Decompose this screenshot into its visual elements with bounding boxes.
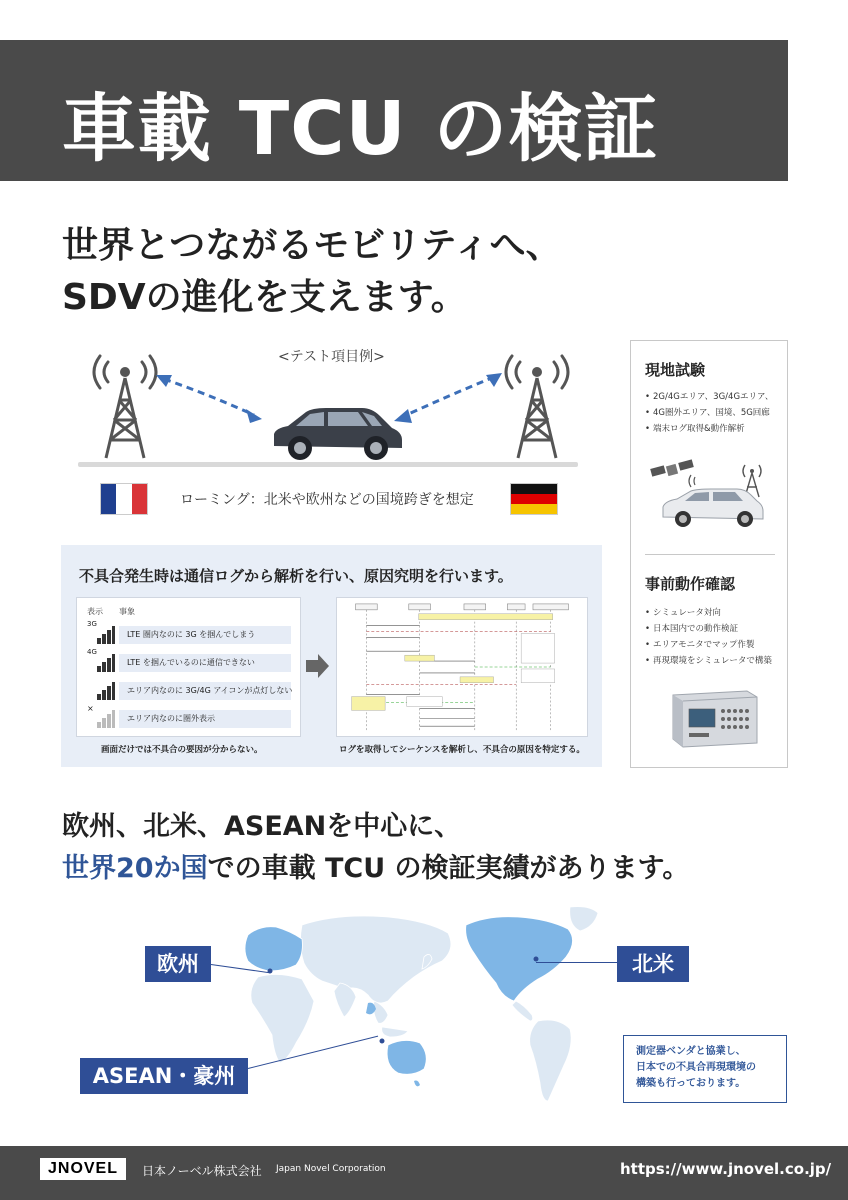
- achievement-highlight: 世界20か国: [62, 853, 208, 884]
- log-analysis-panel: [61, 545, 602, 767]
- achievement-rest: での車載 TCU の検証実績があります。: [207, 853, 690, 884]
- issue-row: [85, 704, 295, 728]
- pre-check-title: 事前動作確認: [645, 575, 736, 593]
- caption-right: ログを取得してシーケンスを解析し、不具合の原因を特定する。: [339, 745, 585, 755]
- issue-row: [85, 680, 295, 700]
- note-line1: 測定器ベンダと協業し、: [636, 1046, 746, 1057]
- issue-badge: 3G: [87, 620, 97, 628]
- achievement-headline: [62, 806, 689, 890]
- sequence-diagram-image: [336, 597, 588, 737]
- field-test-title: 現地試験: [645, 361, 706, 379]
- simulator-device-icon: [665, 687, 761, 749]
- headline-line1: 世界とつながるモビリティへ、: [62, 225, 562, 266]
- collaboration-note: [623, 1035, 787, 1103]
- caption-left: 画面だけでは不具合の要因が分からない。: [101, 745, 263, 755]
- issue-badge: ×: [87, 704, 94, 713]
- issue-text: エリア内なのに圏外表示: [119, 710, 291, 728]
- signal-bars-icon: [89, 680, 115, 700]
- field-test-item: • 4G圏外エリア、国境、5G回廊: [645, 405, 773, 421]
- arrow-right-icon: [304, 653, 330, 679]
- satellite-suv-icon: [647, 459, 777, 535]
- screen-symptom-box: [76, 597, 301, 737]
- region-label-asean: ASEAN・豪州: [80, 1058, 248, 1094]
- issue-row: [85, 620, 295, 644]
- issue-text: LTE 圏内なのに 3G を掴んでしまう: [119, 626, 291, 644]
- region-label-europe: 欧州: [145, 946, 211, 982]
- australia-region-shape: [387, 1040, 426, 1074]
- note-line2: 日本での不具合再現環境の: [636, 1062, 756, 1073]
- suv-car-icon: [266, 402, 406, 464]
- analysis-title: 不具合発生時は通信ログから解析を行い、原因究明を行います。: [79, 567, 513, 585]
- screen-head-display: 表示: [87, 607, 103, 616]
- north-america-leader-line: [536, 962, 617, 963]
- company-name-jp: 日本ノーベル株式会社: [142, 1164, 262, 1178]
- pre-check-item: • 再現環境をシミュレータで構築: [645, 653, 772, 669]
- pre-check-item: • シミュレータ対向: [645, 605, 772, 621]
- france-flag-icon: [100, 483, 148, 515]
- field-test-list: [645, 389, 773, 437]
- roaming-text: ローミング：北米や欧州などの国境跨ぎを想定: [180, 492, 474, 508]
- world-map-image: [218, 905, 610, 1110]
- achievement-line1: 欧州、北米、ASEANを中心に、: [62, 811, 462, 842]
- test-items-label: <テスト項目例>: [278, 349, 385, 365]
- page-title: 車載 TCU の検証: [62, 86, 659, 172]
- pre-check-item: • 日本国内での動作検証: [645, 621, 772, 637]
- side-divider: [645, 554, 775, 555]
- issue-badge: 4G: [87, 648, 97, 656]
- region-label-north-america: 北米: [617, 946, 689, 982]
- issue-text: LTE を掴んでいるのに通信できない: [119, 654, 291, 672]
- note-line3: 構築も行っております。: [636, 1078, 746, 1089]
- side-panel: [630, 340, 788, 768]
- issue-row: [85, 648, 295, 672]
- headline-line2: SDVの進化を支えます。: [62, 277, 467, 318]
- company-name-en: Japan Novel Corporation: [276, 1164, 386, 1174]
- pre-check-list: [645, 605, 772, 669]
- issue-text: エリア内なのに 3G/4G アイコンが点灯しない: [119, 682, 291, 700]
- pre-check-item: • エリアモニタでマップ作製: [645, 637, 772, 653]
- company-logo: JNOVEL: [40, 1158, 126, 1180]
- field-test-item: • 端末ログ取得&動作解析: [645, 421, 773, 437]
- achievement-line2: [62, 848, 689, 890]
- germany-flag-icon: [510, 483, 558, 515]
- headline: [62, 220, 562, 324]
- footer: [0, 1146, 848, 1200]
- screen-head-event: 事象: [119, 607, 135, 616]
- field-test-item: • 2G/4Gエリア、3G/4Gエリア、: [645, 389, 773, 405]
- road-line: [78, 462, 578, 467]
- company-url-link[interactable]: https://www.jnovel.co.jp/: [620, 1160, 832, 1178]
